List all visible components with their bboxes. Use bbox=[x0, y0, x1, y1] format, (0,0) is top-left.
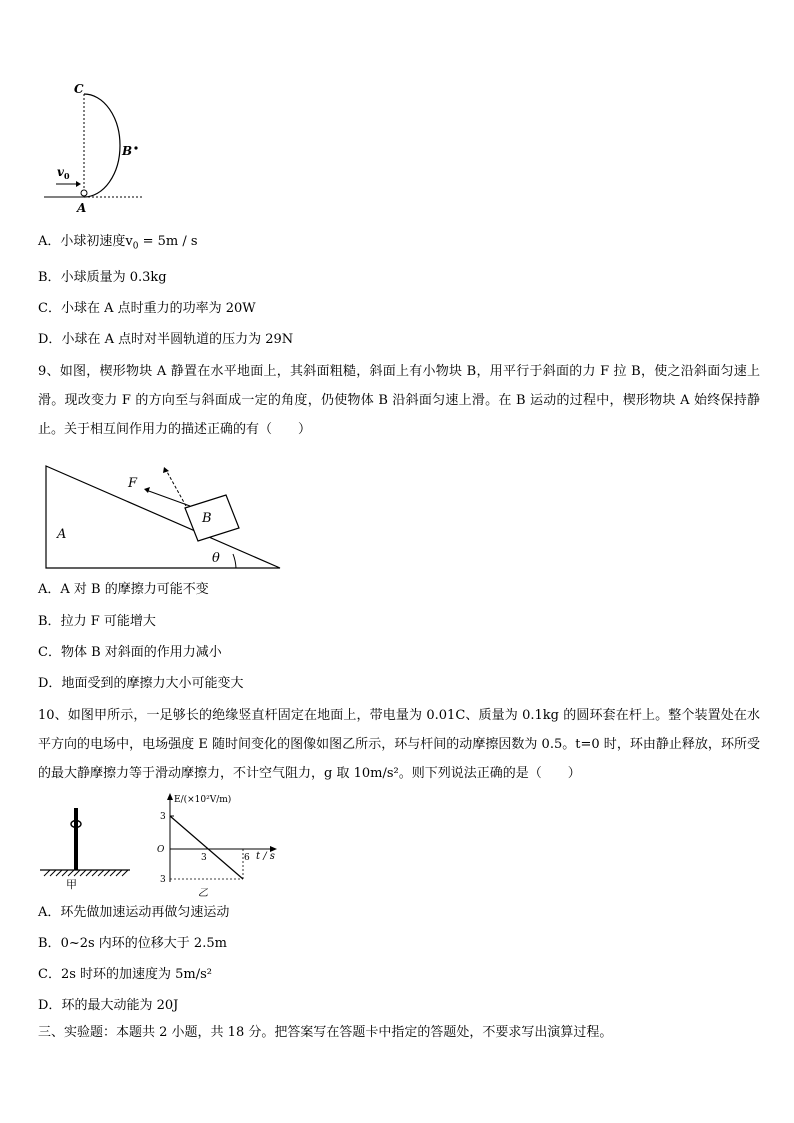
q10-stem: 10、如图甲所示，一足够长的绝缘竖直杆固定在地面上，带电量为 0.01C、质量为 0.1kg 的圆环套在杆上。整个装置处在水平方向的电场中，电场强度 E 随时间变化的图像如图乙所示，环与杆间的动摩擦因数为 0.5。t=0 时，环由静止释放，环所受的最大静摩擦力等于滑动摩擦力，不计空气阻力，g 取 10m/s²。则下列说法正确的是（ ） bbox=[38, 708, 760, 781]
label-a-wedge: A bbox=[57, 527, 67, 542]
point-b-dot bbox=[134, 146, 137, 149]
tick-3-top: 3 bbox=[160, 812, 166, 822]
ground-hatching bbox=[44, 870, 128, 876]
tick-6-x: 6 bbox=[244, 853, 250, 863]
origin-label: O bbox=[157, 845, 165, 855]
e-t-graph bbox=[148, 790, 288, 900]
semicircle-track-figure bbox=[40, 78, 160, 218]
q9-option-d: D．地面受到的摩擦力大小可能变大 bbox=[38, 676, 244, 691]
wedge-figure bbox=[40, 460, 290, 572]
q10-option-b: B．0~2s 内环的位移大于 2.5m bbox=[38, 936, 227, 951]
caption-yi: 乙 bbox=[198, 888, 208, 899]
q9-option-b: B．拉力 F 可能增大 bbox=[38, 614, 156, 629]
semicircle-arc bbox=[84, 94, 120, 197]
y-axis-arrowhead bbox=[167, 793, 173, 800]
tick-3-bottom: 3 bbox=[160, 875, 166, 885]
label-b-block: B bbox=[202, 511, 212, 526]
q10-option-c: C．2s 时环的加速度为 5m/s² bbox=[38, 967, 213, 982]
section-3-heading: 三、实验题：本题共 2 小题，共 18 分。把答案写在答题卡中指定的答题处，不要求写出演算过程。 bbox=[38, 1025, 613, 1040]
q9-option-a: A．A 对 B 的摩擦力可能不变 bbox=[38, 582, 209, 597]
label-theta: θ bbox=[212, 551, 220, 566]
label-c: C bbox=[74, 82, 84, 96]
block-b bbox=[185, 495, 239, 541]
x-axis-label: t / s bbox=[256, 851, 275, 862]
theta-arc bbox=[233, 554, 236, 568]
q10-option-d: D．环的最大动能为 20J bbox=[38, 998, 179, 1013]
q9-option-c: C．物体 B 对斜面的作用力减小 bbox=[38, 645, 222, 660]
q8-option-c: C．小球在 A 点时重力的功率为 20W bbox=[38, 301, 256, 316]
ball bbox=[81, 190, 87, 196]
label-f: F bbox=[128, 476, 138, 491]
q8-option-b: B．小球质量为 0.3kg bbox=[38, 270, 167, 285]
velocity-arrowhead bbox=[76, 181, 81, 187]
wedge-a bbox=[46, 466, 280, 568]
y-axis-label: E/(×10²V/m) bbox=[174, 795, 232, 805]
q10-option-a: A．环先做加速运动再做匀速运动 bbox=[38, 905, 230, 920]
q8-option-d: D．小球在 A 点时对半圆轨道的压力为 29N bbox=[38, 332, 294, 347]
e-line bbox=[170, 816, 243, 879]
force-f-arrowhead bbox=[144, 487, 150, 493]
force-f-arrow bbox=[146, 490, 190, 506]
rod-ring-figure bbox=[36, 800, 136, 890]
label-v0: $v_0$ bbox=[57, 165, 70, 181]
q8-option-a: A．小球初速度$v_0 = 5m / s$ bbox=[38, 234, 198, 252]
q9-stem: 9、如图，楔形物块 A 静置在水平地面上，其斜面粗糙，斜面上有小物块 B，用平行于斜面的力 F 拉 B，使之沿斜面匀速上滑。现改变力 F 的方向至与斜面成一定的角度，仍使物体 B 沿斜面匀速上滑。在 B 运动的过程中，楔形物块 A 始终保持静止。关于相互间作用力的描述正确的有（ ） bbox=[38, 364, 760, 437]
caption-jia: 甲 bbox=[66, 878, 77, 890]
label-a: A bbox=[77, 201, 87, 215]
force-f-dashed-head bbox=[163, 467, 169, 473]
label-b: B bbox=[122, 144, 133, 158]
tick-3-x: 3 bbox=[201, 853, 207, 863]
